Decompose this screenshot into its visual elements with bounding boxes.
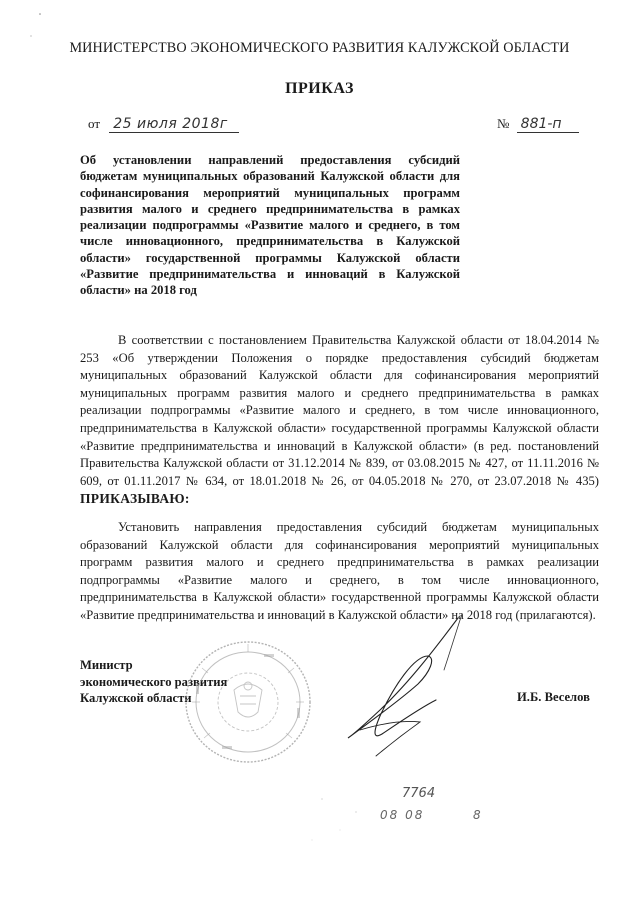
preamble-text: В соответствии с постановлением Правительства Калужской области от 18.04.2014 № 253 «Об утверждении Положения о порядке предоставления субсидий бюджетам муниципальных образований Калужской области для софинансирования мероприятий муниципальных программ развития малого и среднего предпринимательства в рамках реализации подпрограммы «Развитие малого и среднего, в том числе инновационного, предпринимательства в Калужской области» государственной программы Калужской области «Развитие предпринимательства и инноваций в Калужской области» (в ред. постановлений Правительства Калужской области от 31.12.2014 № 839, от 03.08.2015 № 427, от 11.11.2016 № 609, от 01.11.2017 № 634, от 18.01.2018 № 26, от 04.05.2018 № 270, от 23.07.2018 № 435) <box>80 333 599 488</box>
registration-extra: 8 <box>473 808 481 822</box>
registration-number: 7764 <box>402 786 436 801</box>
number-handwritten: 881-п <box>517 116 579 133</box>
order-number <box>497 116 579 133</box>
order-word: ПРИКАЗЫВАЮ: <box>80 491 190 507</box>
operative-paragraph: Установить направления предоставления субсидий бюджетам муниципальных образований Калужской области для софинансирования мероприятий муниципальных программ развития малого и среднего предпринимательства в рамках реализации подпрограммы «Развитие малого и среднего, в том числе инновационного, предпринимательства в Калужской области» государственной программы Калужской области «Развитие предпринимательства и инноваций в Калужской области» на 2018 год (прилагаются). <box>80 520 599 622</box>
signer-name: И.Б. Веселов <box>517 690 590 704</box>
signer-title-line-2: экономического развития <box>80 674 228 689</box>
signer-title-line-1: Министр <box>80 658 133 672</box>
registration-date: 08 08 <box>380 808 425 822</box>
handwritten-signature-icon <box>340 612 470 762</box>
document-type-title: ПРИКАЗ <box>285 80 354 97</box>
preamble-paragraph <box>80 332 599 509</box>
date-handwritten: 25 июля 2018г <box>109 116 239 133</box>
order-subject: Об установлении направлений предоставления субсидий бюджетам муниципальных образований Калужской области для софинансирования мероприятий муниципальных программ развития малого и среднего предпринимательства в рамках реализации подпрограммы «Развитие малого и среднего, в том числе инновационного, предпринимательства в Калужской области» государственной программы Калужской области «Развитие предпринимательства и инноваций в Калужской области» на 2018 год <box>80 153 460 298</box>
signer-title-line-3: Калужской области <box>80 691 192 705</box>
date-prefix: от <box>88 116 101 131</box>
order-date <box>88 116 239 133</box>
number-prefix: № <box>497 116 510 131</box>
ministry-header: МИНИСТЕРСТВО ЭКОНОМИЧЕСКОГО РАЗВИТИЯ КАЛУЖСКОЙ ОБЛАСТИ <box>69 40 570 56</box>
official-seal-icon <box>182 638 314 766</box>
